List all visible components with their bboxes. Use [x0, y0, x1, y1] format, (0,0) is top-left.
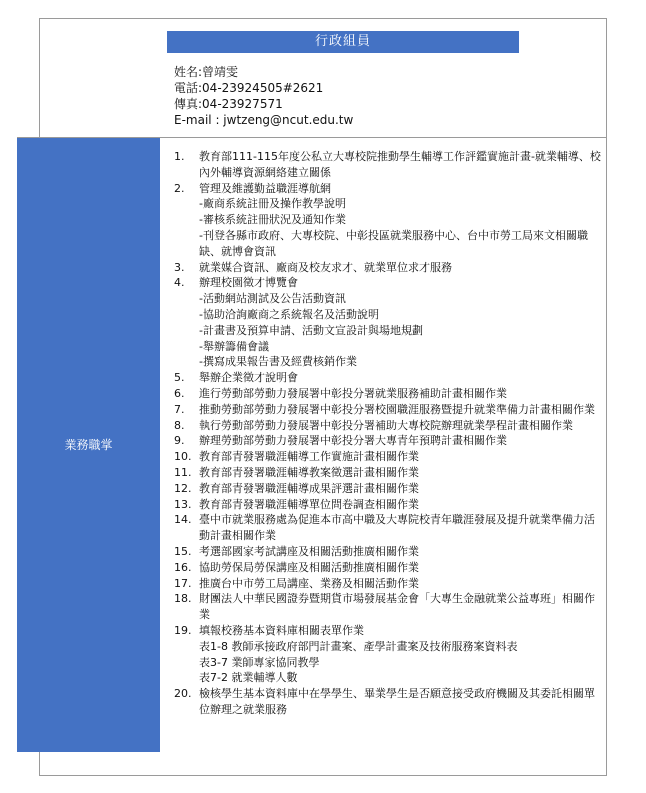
duties-label: 業務職掌 [64, 438, 113, 452]
duty-item-text [199, 512, 604, 544]
duty-item [174, 370, 604, 386]
duty-item [174, 560, 604, 576]
duty-item [174, 512, 604, 544]
duty-item-line: 教育部青發署職涯輔導成果評選計畫相關作業 [199, 481, 419, 495]
duty-item-number: 10. [174, 450, 192, 464]
duty-item-number: 17. [174, 576, 192, 590]
duty-item [174, 623, 604, 686]
duty-sub-item: -刊登各縣市政府、大專校院、中彰投區就業服務中心、台中市勞工局來文相關職缺、就博會資訊 [199, 228, 588, 258]
duty-item-line: 教育部青發署職涯輔導教案徵選計畫相關作業 [199, 465, 419, 479]
duty-sub-item: -協助洽詢廠商之系統報名及活動說明 [199, 307, 379, 321]
duty-item-line: 執行勞動部勞動力發展署中彰投分署補助大專校院辦理就業學程計畫相關作業 [199, 418, 573, 432]
duty-item-number: 11. [174, 465, 192, 479]
duty-item-line: 舉辦企業徵才說明會 [199, 371, 298, 385]
duty-item-line: 辦理勞動部勞動力發展署中彰投分署大專青年預聘計畫相關作業 [199, 434, 507, 448]
duty-item [174, 386, 604, 402]
duty-item-number: 15. [174, 544, 192, 558]
duty-item-number: 3. [174, 260, 185, 274]
section-title: 行政組員 [314, 34, 371, 49]
duty-item-text [199, 465, 604, 481]
contact-fax: 傳真:04-23927571 [174, 97, 283, 111]
duty-item-text [199, 181, 604, 260]
duty-sub-item: -活動網站測試及公告活動資訊 [199, 292, 346, 306]
duty-item-line: 推廣台中市勞工局講座、業務及相關活動作業 [199, 576, 419, 590]
duty-list [174, 149, 604, 718]
duty-sub-item: 表3-7 業師專家協同教學 [199, 655, 320, 669]
duty-item-text [199, 149, 604, 181]
duty-item [174, 576, 604, 592]
duty-item-text [199, 576, 604, 592]
duty-item-line: 填報校務基本資料庫相關表單作業 [199, 623, 364, 637]
duty-item-number: 9. [174, 434, 185, 448]
duty-item-line: 推動勞動部勞動力發展署中彰投分署校園職涯服務暨提升就業準備力計畫相關作業 [199, 402, 595, 416]
duty-item-number: 18. [174, 592, 192, 606]
duty-item-text [199, 591, 604, 623]
duty-sub-item: -舉辦籌備會議 [199, 339, 269, 353]
duty-item [174, 418, 604, 434]
duty-item [174, 465, 604, 481]
duty-item [174, 433, 604, 449]
duty-item-line: 管理及維護勤益職涯導航網 [199, 181, 331, 195]
duty-item-line: 就業媒合資訊、廠商及校友求才、就業單位求才服務 [199, 260, 452, 274]
duty-item-text [199, 623, 604, 686]
duty-item [174, 497, 604, 513]
duty-item-text [199, 418, 604, 434]
duty-item [174, 481, 604, 497]
duty-item-text [199, 433, 604, 449]
duty-item-text [199, 560, 604, 576]
duty-item [174, 591, 604, 623]
contact-phone: 電話:04-23924505#2621 [174, 81, 324, 95]
duty-item-text [199, 544, 604, 560]
duty-item-number: 1. [174, 150, 185, 163]
duty-item [174, 449, 604, 465]
duty-item-line: 協助勞保局勞保講座及相關活動推廣相關作業 [199, 560, 419, 574]
duty-item [174, 275, 604, 370]
duty-item-line: 財團法人中華民國證券暨期貨市場發展基金會「大專生金融就業公益專班」相關作業 [199, 592, 595, 622]
duties-sidebar [17, 138, 160, 752]
duty-item-line: 辦理校園徵才博覽會 [199, 276, 298, 290]
duty-item-text [199, 275, 604, 370]
duty-item-number: 5. [174, 371, 185, 385]
duty-item-line: 教育部青發署職涯輔導單位問卷調查相關作業 [199, 497, 419, 511]
duty-item [174, 260, 604, 276]
duty-item-text [199, 260, 604, 276]
duty-item [174, 686, 604, 718]
duty-item [174, 149, 604, 181]
duty-item-line: 教育部111-115年度公私立大專校院推動學生輔導工作評鑑實施計畫-就業輔導、校內外輔導資源網絡建立關係 [199, 150, 601, 179]
duty-item-line: 教育部青發署職涯輔導工作實施計畫相關作業 [199, 450, 419, 464]
duty-item [174, 181, 604, 260]
contact-email[interactable]: E-mail : jwtzeng@ncut.edu.tw [174, 113, 354, 127]
duty-item-number: 12. [174, 481, 192, 495]
duty-item-line: 臺中市就業服務處為促進本市高中職及大專院校青年職涯發展及提升就業準備力活動計畫相關作業 [199, 513, 595, 543]
duty-item-number: 6. [174, 386, 185, 400]
duty-item [174, 402, 604, 418]
contact-name: 姓名:曾靖雯 [174, 65, 239, 79]
duty-item-number: 13. [174, 497, 192, 511]
duty-item-number: 7. [174, 402, 185, 416]
duty-item-number: 14. [174, 513, 192, 527]
duty-item-text [199, 386, 604, 402]
duty-sub-item: -撰寫成果報告書及經費核銷作業 [199, 355, 357, 369]
section-title-bar [167, 31, 519, 53]
duty-item-text [199, 449, 604, 465]
duty-item-number: 4. [174, 276, 185, 290]
duty-sub-item: 表1-8 教師承接政府部門計畫案、產學計畫案及技術服務案資料表 [199, 639, 518, 653]
duty-item-number: 19. [174, 623, 192, 637]
duty-item-number: 20. [174, 687, 192, 701]
duty-sub-item: 表7-2 就業輔導人數 [199, 671, 298, 685]
duty-item-text [199, 497, 604, 513]
duty-item-text [199, 481, 604, 497]
duty-item-line: 檢核學生基本資料庫中在學學生、畢業學生是否願意接受政府機關及其委託相關單位辦理之就業服務 [199, 687, 595, 716]
contact-block [174, 64, 353, 128]
duty-item-number: 2. [174, 181, 185, 195]
duty-sub-item: -廠商系統註冊及操作教學說明 [199, 197, 346, 211]
duty-sub-item: -計畫書及預算申請、活動文宣設計與場地規劃 [199, 323, 423, 337]
duty-item-text [199, 402, 604, 418]
duty-item-line: 進行勞動部勞動力發展署中彰投分署就業服務補助計畫相關作業 [199, 386, 507, 400]
duty-sub-item: -審核系統註冊狀況及通知作業 [199, 213, 346, 227]
duty-item [174, 544, 604, 560]
duty-item-text [199, 370, 604, 386]
duty-item-number: 16. [174, 560, 192, 574]
duty-item-number: 8. [174, 418, 185, 432]
duty-item-line: 考選部國家考試講座及相關活動推廣相關作業 [199, 544, 419, 558]
duty-item-text [199, 686, 604, 718]
